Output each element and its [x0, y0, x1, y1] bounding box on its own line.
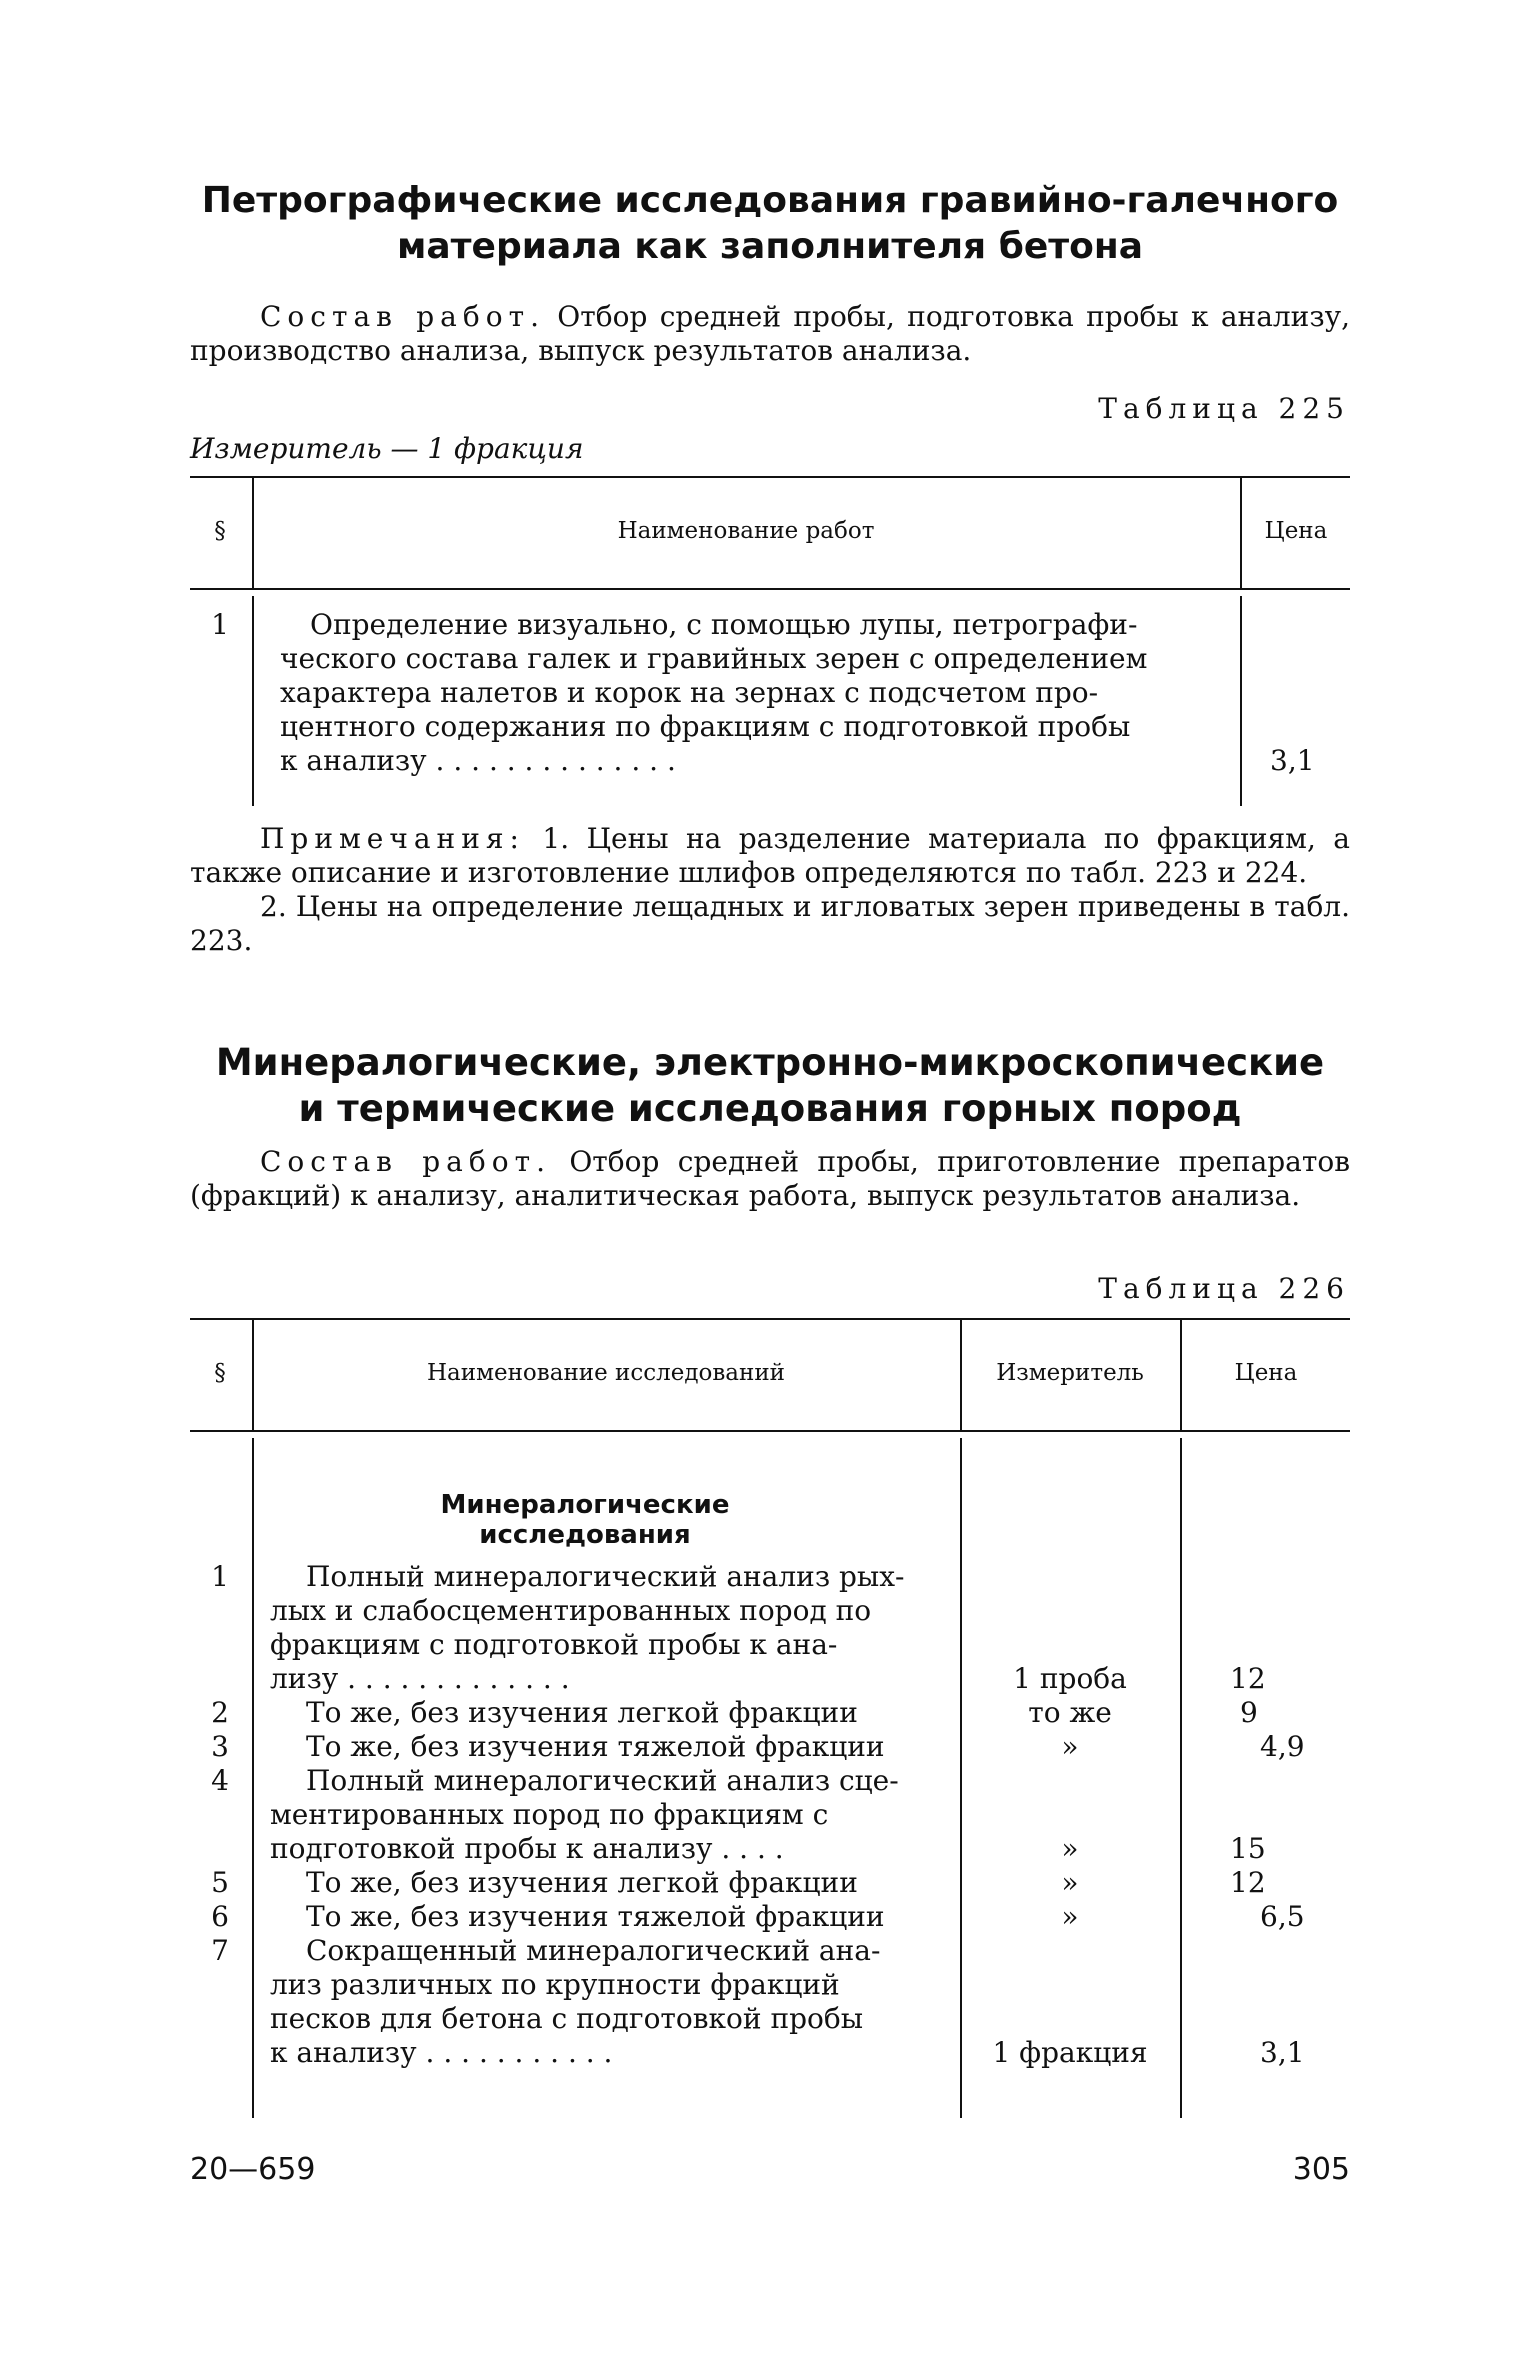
row-line: фракциям с подготовкой пробы к ана-	[270, 1628, 838, 1661]
table-225-header-price: Цена	[1264, 518, 1328, 544]
row-line: к анализу . . . . . . . . . . .	[270, 2036, 613, 2069]
table-226-row-num: 4	[211, 1764, 229, 1797]
table-226-header-measure: Измеритель	[996, 1360, 1144, 1386]
table-226-row-measure: »	[1061, 1900, 1079, 1933]
table-226-row-name: То же, без изучения тяжелой фракции	[306, 1900, 885, 1933]
table-225-top-rule	[190, 476, 1350, 478]
composition-label: Состав работ.	[260, 300, 545, 333]
row-line: Полный минералогический анализ рых-	[306, 1560, 905, 1593]
row-line: характера налетов и корок на зернах с подсчетом про-	[280, 676, 1099, 709]
row-line: лизу . . . . . . . . . . . . .	[270, 1662, 570, 1695]
row-line: ментированных пород по фракциям с	[270, 1798, 829, 1831]
table-225-vline	[252, 596, 254, 806]
section1-title	[190, 178, 1350, 270]
page	[190, 0, 1350, 2363]
note-1: 1. Цены на разделение материала по фракциям, а также описание и изготовление шлифов определяются по табл. 223 и 224.	[190, 822, 1350, 889]
table-226-vline	[252, 1438, 254, 2118]
row-line: подготовкой пробы к анализу . . . .	[270, 1832, 784, 1865]
section2-title	[190, 1040, 1350, 1132]
table-226-row-name	[270, 1560, 950, 1696]
table-225-header-name: Наименование работ	[617, 518, 875, 544]
composition-text: Отбор средней пробы, подготовка пробы к анализу, производство анализа, выпуск результатов анализа.	[190, 300, 1350, 367]
table-226-row-measure: »	[1061, 1866, 1079, 1899]
table-226-header-name: Наименование исследований	[427, 1360, 785, 1386]
row-line: лых и слабосцементированных пород по	[270, 1594, 872, 1627]
table-225-measure: Измеритель — 1 фракция	[190, 432, 584, 465]
row-line: ческого состава галек и гравийных зерен с определением	[280, 642, 1148, 675]
section1-title-line2: материала как заполнителя бетона	[396, 226, 1144, 267]
composition-text: Отбор средней пробы, приготовление препаратов (фракций) к анализу, аналитическая работа, выпуск результатов анализа.	[190, 1145, 1350, 1212]
notes-label: Примечания:	[260, 822, 525, 855]
section2-title-line1: Минералогические, электронно-микроскопические	[215, 1041, 1325, 1084]
footer-signature: 20—659	[190, 2152, 316, 2187]
table-226-top-rule	[190, 1318, 1350, 1320]
table-226-header-num: §	[214, 1360, 226, 1386]
note-2: 2. Цены на определение лещадных и игловатых зерен приведены в табл. 223.	[190, 890, 1350, 957]
table-225-row-price: 3,1	[1270, 744, 1315, 777]
row-line: к анализу . . . . . . . . . . . . . .	[280, 744, 676, 777]
table-226-row-num: 7	[211, 1934, 229, 1967]
row-line: лиз различных по крупности фракций	[270, 1968, 840, 2001]
table-225-row-num: 1	[211, 608, 229, 641]
section2-composition	[190, 1145, 1350, 1213]
section2-title-line2: и термические исследования горных пород	[298, 1087, 1242, 1130]
section1-notes	[190, 822, 1350, 958]
row-line: песков для бетона с подготовкой пробы	[270, 2002, 864, 2035]
table-226-label: Таблица 226	[1098, 1272, 1350, 1305]
table-226-row-num: 5	[211, 1866, 229, 1899]
table-226-row-num: 6	[211, 1900, 229, 1933]
row-line: центного содержания по фракциям с подготовкой пробы	[280, 710, 1131, 743]
table-226-row-name	[270, 1764, 950, 1866]
table-226-row-name: То же, без изучения легкой фракции	[306, 1696, 858, 1729]
table-226-row-name: То же, без изучения легкой фракции	[306, 1866, 858, 1899]
table-226-row-price: 6,5	[1260, 1900, 1305, 1933]
table-226-row-price: 15	[1230, 1832, 1266, 1865]
table-226-row-name: То же, без изучения тяжелой фракции	[306, 1730, 885, 1763]
table-226-row-price: 9	[1240, 1696, 1258, 1729]
table-225-vline	[1240, 596, 1242, 806]
table-226-vline	[1180, 1438, 1182, 2118]
table-226-row-price: 12	[1230, 1662, 1266, 1695]
section1-title-line1: Петрографические исследования гравийно-галечного	[201, 180, 1339, 221]
table-226-subheading: Минералогические исследования	[440, 1490, 730, 1550]
row-line: Определение визуально, с помощью лупы, петрографи-	[310, 608, 1138, 641]
table-226-row-measure: 1 проба	[1013, 1662, 1127, 1695]
table-226-row-measure: 1 фракция	[992, 2036, 1148, 2069]
table-226-header-price: Цена	[1234, 1360, 1298, 1386]
table-226-row-num: 2	[211, 1696, 229, 1729]
section1-composition	[190, 300, 1350, 368]
table-225-header-num: §	[214, 518, 226, 544]
row-line: Сокращенный минералогический ана-	[306, 1934, 881, 1967]
table-225-header-rule	[190, 588, 1350, 590]
table-226-header-rule	[190, 1430, 1350, 1432]
composition-label: Состав работ.	[260, 1145, 551, 1178]
table-226-row-name	[270, 1934, 950, 2070]
table-225-label: Таблица 225	[1098, 392, 1350, 425]
table-226-row-measure: »	[1061, 1730, 1079, 1763]
table-226-vline	[960, 1438, 962, 2118]
table-226-row-measure: »	[1061, 1832, 1079, 1865]
row-line: Полный минералогический анализ сце-	[306, 1764, 899, 1797]
table-226-row-num: 1	[211, 1560, 229, 1593]
table-226-row-num: 3	[211, 1730, 229, 1763]
table-226-row-price: 4,9	[1260, 1730, 1305, 1763]
page-number: 305	[1292, 2152, 1350, 2187]
table-225-row-name	[280, 608, 1230, 778]
table-226-row-measure: то же	[1028, 1696, 1112, 1729]
table-226-row-price: 12	[1230, 1866, 1266, 1899]
table-226-row-price: 3,1	[1260, 2036, 1305, 2069]
